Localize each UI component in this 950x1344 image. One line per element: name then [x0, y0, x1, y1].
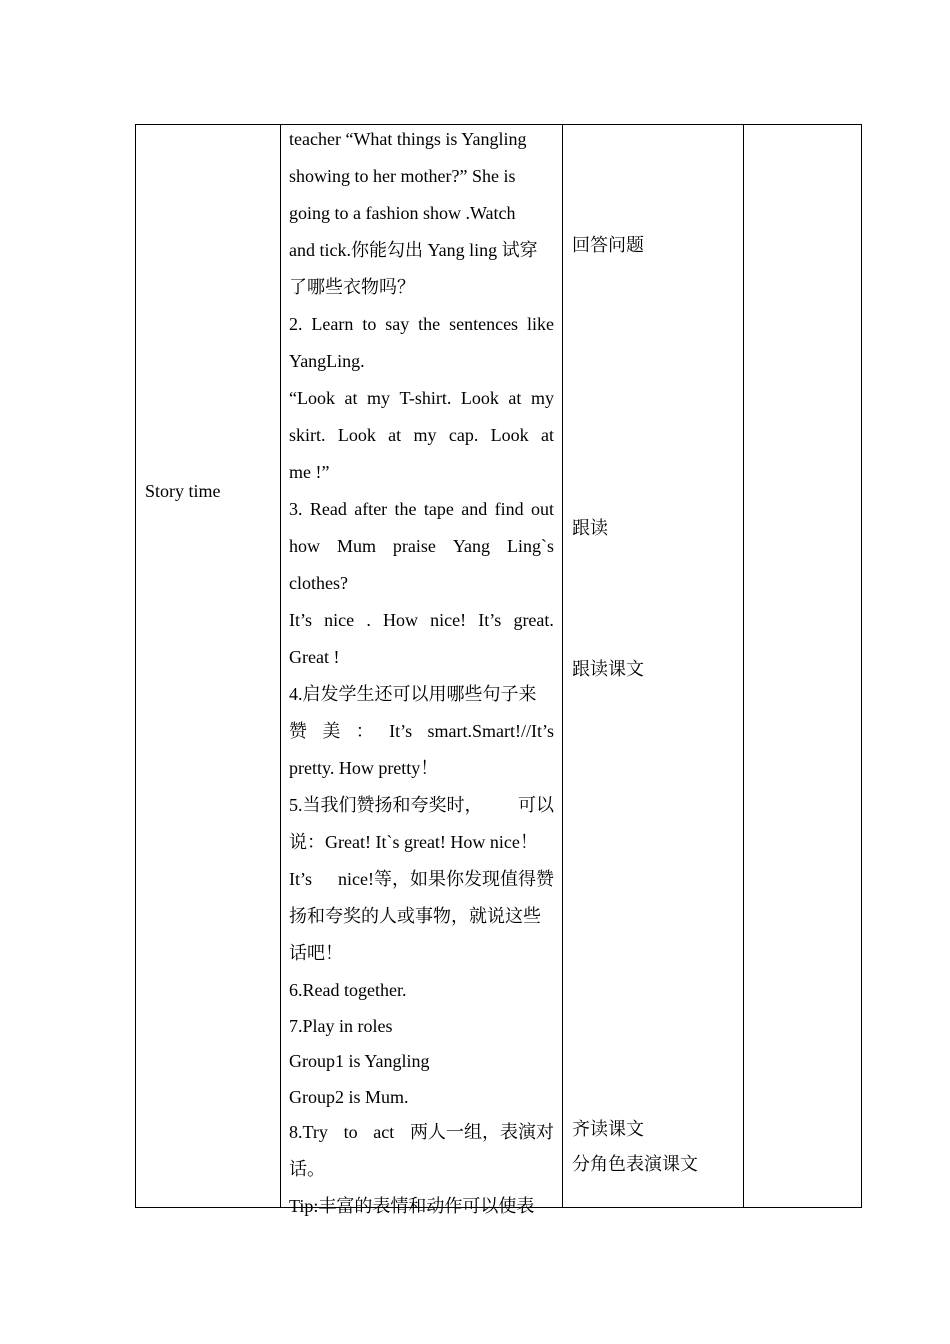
stage-label: Story time: [145, 481, 221, 501]
step-word: It’s: [289, 610, 313, 630]
step-line: me !”: [289, 462, 330, 482]
activity-answer: 回答问题: [572, 235, 644, 255]
step-line: 话吧！: [289, 943, 343, 963]
step-word: .: [366, 610, 371, 630]
activity-follow-read-text: 跟读课文: [572, 659, 644, 679]
step-word: smart.Smart!//It’s: [427, 721, 554, 741]
step-word: T-shirt.: [399, 388, 452, 408]
step-line: 话。: [289, 1159, 325, 1179]
step-line: [289, 791, 554, 828]
step-line: teacher “What things is Yangling: [289, 129, 527, 149]
step-line: [289, 902, 554, 939]
step-word: Yang: [452, 536, 491, 556]
step-word: It’s: [289, 869, 313, 889]
step-word: the: [394, 499, 417, 519]
step-line: Group1 is Yangling: [289, 1051, 430, 1071]
step-word: 5.当我们赞扬和夸奖时，: [289, 795, 483, 815]
step-word: Look: [460, 388, 499, 408]
step-line: [289, 717, 554, 754]
step-word: Tip:丰富的表情和动作可以使表: [289, 1196, 535, 1216]
step-line: going to a fashion show .Watch: [289, 203, 516, 223]
step-word: Read: [309, 499, 347, 519]
activity-read-together: 齐读课文: [572, 1119, 644, 1139]
step-word: at: [344, 388, 358, 408]
column-divider: [562, 125, 563, 1207]
step-line: YangLing.: [289, 351, 365, 371]
step-line: [289, 532, 554, 569]
activity-follow-read: 跟读: [572, 518, 608, 538]
step-word: skirt.: [289, 425, 326, 445]
step-word: nice: [324, 610, 355, 630]
step-word: 3.: [289, 499, 303, 519]
step-word: Mum: [336, 536, 376, 556]
step-line: and tick.你能勾出 Yang ling 试穿: [289, 240, 538, 260]
step-line: [289, 865, 554, 902]
step-word: praise: [392, 536, 436, 556]
step-word: nice!: [430, 610, 467, 630]
step-word: ：: [355, 721, 374, 741]
step-word: nice!等，如果你发现值得赞: [338, 869, 554, 889]
step-word: at: [388, 425, 402, 445]
step-line: clothes?: [289, 573, 348, 593]
step-word: find: [494, 499, 524, 519]
column-divider: [280, 125, 281, 1207]
step-word: act: [373, 1122, 395, 1142]
step-word: 4.启发学生还可以用哪些句子来: [289, 684, 537, 704]
step-word: to: [343, 1122, 358, 1142]
step-word: cap.: [448, 425, 479, 445]
step-word: my: [530, 388, 554, 408]
step-word: 2.: [289, 314, 303, 334]
teaching-steps: [289, 125, 554, 1229]
step-word: at: [540, 425, 554, 445]
column-divider: [743, 125, 744, 1207]
step-word: out: [530, 499, 554, 519]
step-word: How: [382, 610, 418, 630]
step-line: [289, 421, 554, 458]
step-line: [289, 310, 554, 347]
step-line: [289, 680, 554, 717]
step-word: 8.Try: [289, 1122, 328, 1142]
step-line: 6.Read together.: [289, 980, 407, 1000]
activity-role-play: 分角色表演课文: [572, 1154, 698, 1174]
step-word: 扬和夸奖的人或事物，就说这些: [289, 906, 541, 926]
step-word: great.: [513, 610, 554, 630]
step-word: 两人一组，表演对: [409, 1122, 554, 1142]
step-line: [289, 1118, 554, 1155]
step-word: 美: [322, 721, 341, 741]
step-word: Learn: [311, 314, 354, 334]
step-line: [289, 495, 554, 532]
step-word: and: [461, 499, 488, 519]
step-word: Look: [490, 425, 529, 445]
step-line: [289, 384, 554, 421]
step-line: 7.Play in roles: [289, 1015, 393, 1036]
step-word: 可以: [518, 795, 554, 815]
step-line: 说：Great! It`s great! How nice！: [289, 832, 538, 852]
step-line: Great !: [289, 647, 340, 667]
step-word: my: [367, 388, 391, 408]
step-word: “Look: [289, 388, 335, 408]
step-word: to: [362, 314, 377, 334]
step-line: showing to her mother?” She is: [289, 166, 516, 186]
step-word: say: [385, 314, 410, 334]
step-word: my: [413, 425, 437, 445]
step-word: tape: [423, 499, 454, 519]
step-line: 了哪些衣物吗？: [289, 277, 415, 297]
step-word: It’s: [389, 721, 413, 741]
step-line: [289, 606, 554, 643]
step-word: at: [508, 388, 522, 408]
step-word: Ling`s: [507, 536, 554, 556]
step-word: sentences: [449, 314, 519, 334]
step-line: pretty. How pretty！: [289, 758, 439, 778]
step-word: the: [418, 314, 441, 334]
step-word: how: [289, 536, 320, 556]
step-word: It’s: [478, 610, 502, 630]
step-line: Group2 is Mum.: [289, 1086, 409, 1107]
step-word: Look: [337, 425, 376, 445]
step-word: like: [526, 314, 554, 334]
step-line: [289, 1192, 554, 1229]
step-word: after: [354, 499, 388, 519]
step-word: 赞: [289, 721, 307, 741]
lesson-table: [135, 124, 862, 1216]
